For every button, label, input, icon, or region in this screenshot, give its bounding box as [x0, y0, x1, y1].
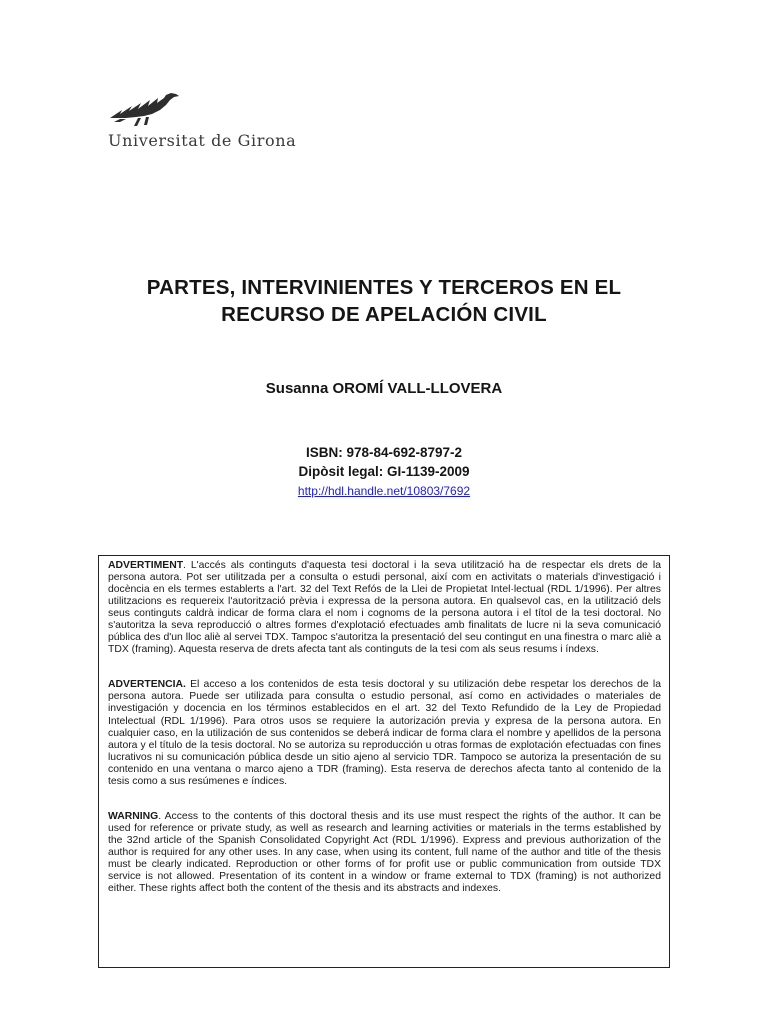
- notice-english: [108, 811, 661, 895]
- title-line-2: RECURSO DE APELACIÓN CIVIL: [221, 303, 547, 326]
- university-logo: [108, 88, 348, 158]
- notice-spanish: [108, 679, 661, 787]
- document-title: [0, 274, 768, 328]
- rights-notice-box: [98, 555, 670, 968]
- university-name: Universitat de Girona: [108, 131, 297, 150]
- publication-metadata: [0, 443, 768, 500]
- notice-english-label: WARNING: [108, 810, 159, 822]
- legal-deposit: Dipòsit legal: GI-1139-2009: [298, 464, 470, 479]
- notice-spanish-text: El acceso a los contenidos de esta tesis doctoral y su utilización debe respetar los derechos de la persona autora. Puede ser utilizada para consulta o estudio personal, así como en actividades o materiales de investigación y docencia en los términos establecidos en el art. 32 del Texto Refundido de la Ley de Propiedad Intelectual (RDL 1/1996). Para otros usos se requiere la autorización previa y expresa de la persona autora. En cualquier caso, en la utilización de sus contenidos se deberá indicar de forma clara el nombre y apellidos de la persona autora y el título de la tesis doctoral. No se autoriza su reproducción u otras formas de explotación efectuadas con fines lucrativos ni su comunicación pública desde un sitio ajeno al servicio TDR. Tampoco se autoriza la presentación de su contenido en una ventana o marco ajeno a TDR (framing). Esta reserva de derechos afecta tanto al contenido de la tesis como a sus resúmenes e índices.: [108, 679, 661, 787]
- notice-catalan: [108, 560, 661, 656]
- isbn: ISBN: 978-84-692-8797-2: [305, 445, 463, 460]
- notice-catalan-label: ADVERTIMENT: [108, 560, 184, 571]
- title-line-1: PARTES, INTERVINIENTES Y TERCEROS EN EL: [146, 276, 622, 299]
- handle-link[interactable]: http://hdl.handle.net/10803/7692: [297, 484, 471, 498]
- author-surname: OROMÍ VALL-LLOVERA: [332, 380, 503, 397]
- bird-logo-icon: [108, 88, 198, 128]
- notice-spanish-label: ADVERTENCIA.: [108, 679, 186, 691]
- notice-catalan-text: . L'accés als continguts d'aquesta tesi doctoral i la seva utilització ha de respectar els drets de la persona autora. Pot ser utilitzada per a consulta o estudi personal, així com en activitats o materials d'investigació i docència en els termes establerts a l'art. 32 del Text Refós de la Llei de Propietat Intel·lectual (RDL 1/1996). Per altres utilitzacions es requereix l'autorització prèvia i expressa de la persona autora. En qualsevol cas, en la utilització dels seus continguts caldrà indicar de forma clara el nom i cognoms de la persona autora i el títol de la tesi doctoral. No s'autoritza la seva reproducció o altres formes d'explotació efectuades amb finalitats de lucre ni la seva comunicació pública des d'un lloc aliè al servei TDX. Tampoc s'autoritza la presentació del seu contingut en una finestra o marc aliè a TDX (framing). Aquesta reserva de drets afecta tant als continguts de la tesi com als seus resums i índexs.: [108, 560, 661, 656]
- notice-english-text: . Access to the contents of this doctoral thesis and its use must respect the rights of the author. It can be used for reference or private study, as well as research and learning activities or materials in the terms established by the 32nd article of the Spanish Consolidated Copyright Act (RDL 1/1996). Express and previous authorization of the author is required for any other uses. In any case, when using its content, full name of the author and title of the thesis must be clearly indicated. Reproduction or other forms of for profit use or public communication from outside TDX service is not allowed. Presentation of its content in a window or frame external to TDX (framing) is not authorized either. These rights affect both the content of the thesis and its abstracts and indexes.: [108, 810, 661, 895]
- author-name: [0, 380, 768, 397]
- author-given-name: Susanna: [265, 380, 329, 397]
